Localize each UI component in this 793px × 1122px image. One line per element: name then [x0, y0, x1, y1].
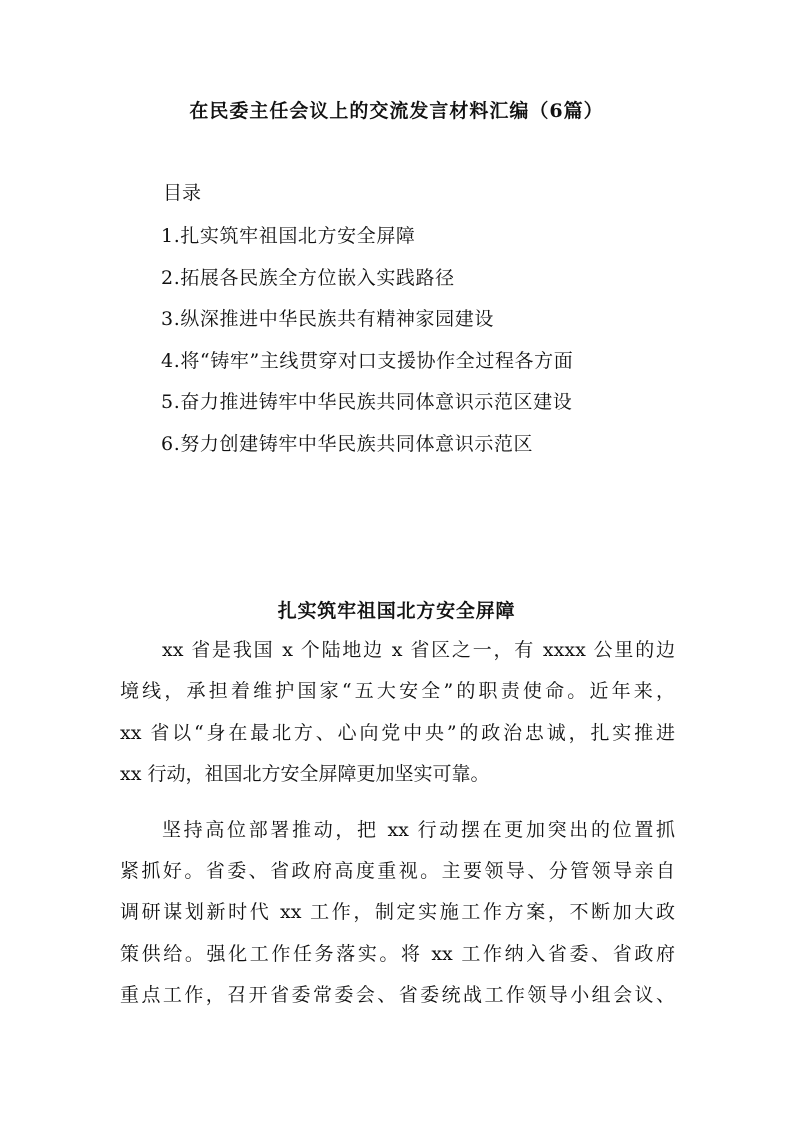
document-title: 在民委主任会议上的交流发言材料汇编（6篇）: [189, 100, 604, 122]
paragraph-1: [120, 632, 675, 798]
toc-item-2: 2.拓展各民族全方位嵌入实践路径: [161, 266, 455, 289]
table-of-contents: [161, 220, 573, 469]
paragraph-line: 重点工作，召开省委常委会、省委统战工作领导小组会议、: [120, 984, 675, 1007]
section-body: [120, 632, 675, 1019]
toc-heading: 目录: [163, 182, 202, 204]
toc-item-6: 6.努力创建铸牢中华民族共同体意识示范区: [161, 432, 534, 455]
paragraph-line: 境线，承担着维护国家“五大安全”的职责使命。近年来，: [120, 680, 675, 703]
paragraph-line: xx 行动，祖国北方安全屏障更加坚实可靠。: [120, 763, 490, 786]
toc-item-4: 4.将“铸牢”主线贯穿对口支援协作全过程各方面: [161, 349, 574, 372]
paragraph-line: 策供给。强化工作任务落实。将 xx 工作纳入省委、省政府: [120, 942, 675, 965]
paragraph-line: 坚持高位部署推动，把 xx 行动摆在更加突出的位置抓: [162, 818, 675, 841]
toc-item-3: 3.纵深推进中华民族共有精神家园建设: [161, 308, 494, 330]
paragraph-line: xx 省是我国 x 个陆地边 x 省区之一，有 xxxx 公里的边: [162, 639, 675, 661]
toc-item-1: 1.扎实筑牢祖国北方安全屏障: [161, 225, 416, 247]
paragraph-line: 紧抓好。省委、省政府高度重视。主要领导、分管领导亲自: [120, 859, 675, 882]
section-title: 扎实筑牢祖国北方安全屏障: [277, 600, 516, 622]
toc-item-5: 5.奋力推进铸牢中华民族共同体意识示范区建设: [161, 391, 573, 413]
paragraph-2: [120, 812, 675, 1019]
paragraph-line: xx 省以“身在最北方、心向党中央”的政治忠诚，扎实推进: [120, 721, 675, 744]
paragraph-line: 调研谋划新时代 xx 工作，制定实施工作方案，不断加大政: [120, 901, 675, 924]
